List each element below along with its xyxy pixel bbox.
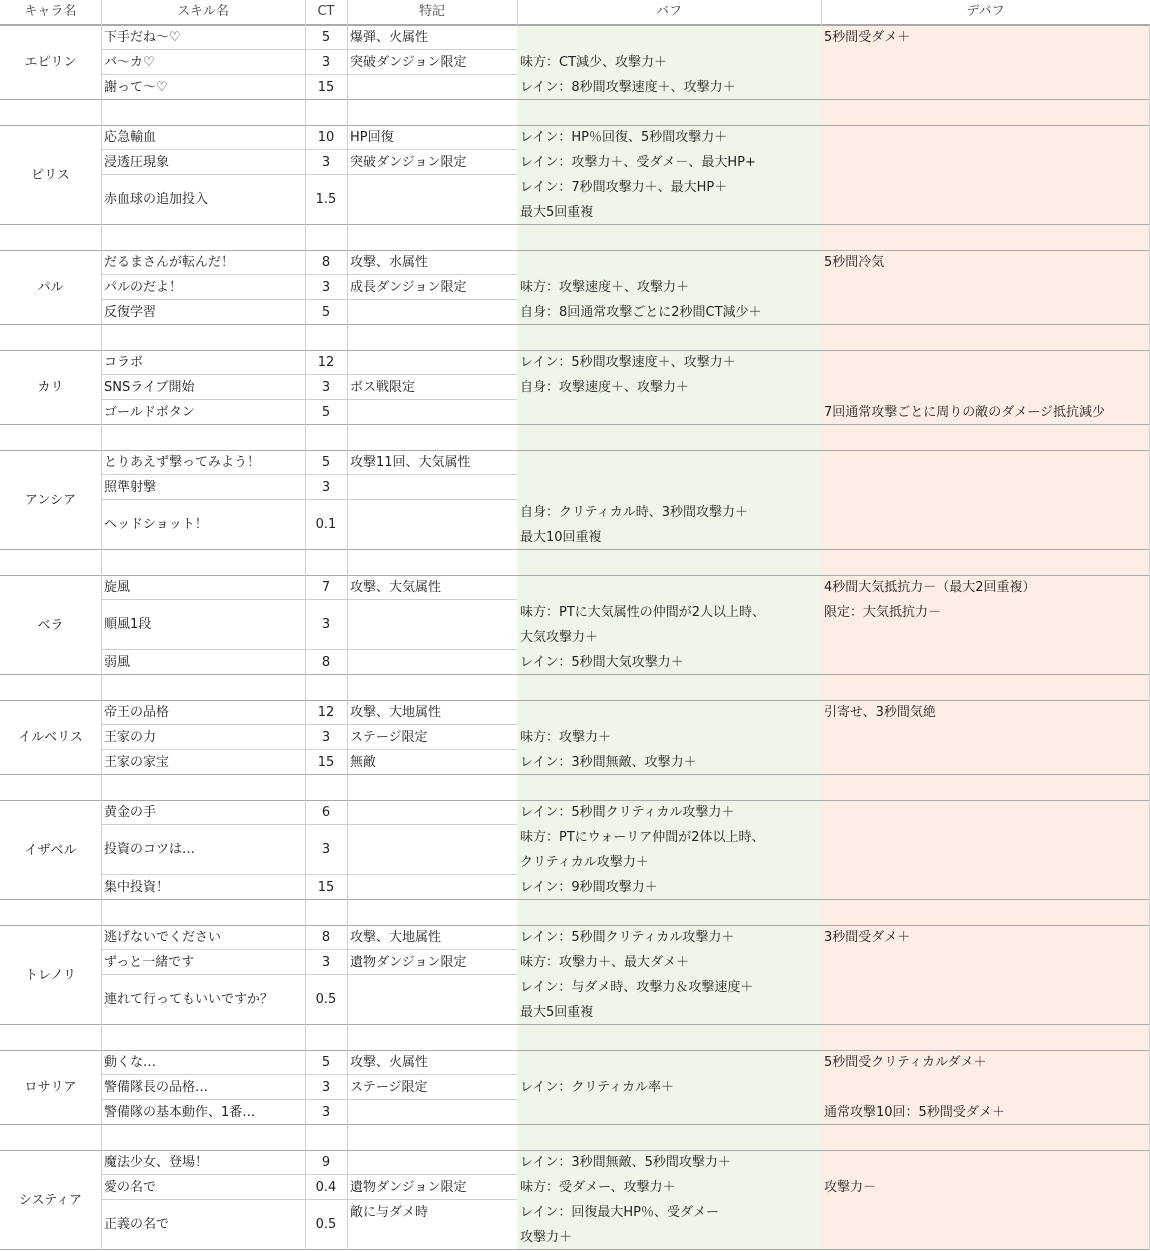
debuff-line (821, 475, 1150, 500)
group-top-rule (0, 1050, 1150, 1051)
col-rule (347, 125, 348, 225)
debuff-line (821, 350, 1150, 375)
group-top-rule (0, 25, 1150, 26)
skill-ct: 1.5 (315, 192, 337, 207)
debuff-bg (821, 775, 1150, 800)
skill-note: 爆弾、火属性 (350, 30, 429, 45)
header-ct: CT (317, 4, 335, 19)
skill-ct: 7 (321, 580, 331, 595)
buff-line: 味方：PTに大気属性の仲間が2人以上時、 (520, 605, 766, 620)
chara-name: カリ (37, 380, 64, 395)
skill-ct: 3 (321, 1105, 331, 1120)
col-rule (305, 575, 306, 675)
skill-ct: 0.5 (315, 992, 337, 1007)
skill-ct: 3 (321, 842, 331, 857)
col-rule (305, 1150, 306, 1250)
skill-ct: 8 (321, 255, 331, 270)
skill-note: 遺物ダンジョン限定 (350, 955, 467, 970)
debuff-line: 引寄せ、3秒間気絶 (824, 705, 936, 720)
skill-name: 王家の力 (104, 730, 157, 745)
skill-note (347, 75, 517, 100)
buff-line: 大気攻撃力＋ (520, 630, 599, 645)
skill-note: 遺物ダンジョン限定 (350, 1180, 467, 1195)
skill-name: パルのだよ！ (104, 280, 183, 295)
skill-name: コラボ (104, 355, 144, 370)
buff-line: レイン：3秒間無敵、5秒間攻撃力＋ (520, 1155, 731, 1170)
col-rule (347, 1050, 348, 1125)
skill-note (347, 875, 517, 900)
col-rule (347, 800, 348, 900)
col-rule (305, 925, 306, 1025)
col-rule (305, 0, 306, 25)
col-rule (347, 925, 348, 1025)
col-rule (305, 675, 306, 700)
buff-line: レイン：5秒間大気攻撃力＋ (520, 655, 684, 670)
skill-ct: 15 (317, 80, 335, 95)
skill-ct: 3 (321, 617, 331, 632)
chara-name: トレノリ (25, 967, 76, 983)
col-rule (347, 350, 348, 425)
header-note: 特記 (418, 4, 445, 19)
skill-name: 反復学習 (104, 305, 157, 320)
col-rule (101, 700, 102, 775)
debuff-line (821, 825, 1150, 850)
group-top-rule (0, 1150, 1150, 1151)
buff-bg (517, 1025, 821, 1050)
skill-ct: 12 (317, 705, 335, 720)
skill-ct: 5 (321, 405, 331, 420)
col-rule (101, 550, 102, 575)
col-rule (305, 350, 306, 425)
col-rule (347, 550, 348, 575)
col-rule (101, 325, 102, 350)
skill-note: ボス戦限定 (350, 380, 416, 395)
buff-line: クリティカル攻撃力＋ (520, 855, 649, 870)
debuff-line (821, 875, 1150, 900)
buff-line (517, 575, 821, 600)
col-rule (101, 25, 102, 100)
debuff-line (821, 50, 1150, 75)
buff-line: レイン：5秒間クリティカル攻撃力＋ (520, 805, 735, 820)
col-rule (101, 800, 102, 900)
debuff-line (821, 1200, 1150, 1225)
skill-ct: 3 (321, 280, 331, 295)
skill-note (347, 975, 517, 1025)
skill-note: 攻撃、水属性 (350, 255, 429, 270)
buff-line (517, 450, 821, 475)
chara-name: イザベル (24, 842, 77, 858)
col-rule (305, 775, 306, 800)
skill-note: ステージ限定 (350, 730, 428, 745)
group-top-rule (0, 350, 1150, 351)
debuff-line (821, 1150, 1150, 1175)
buff-bg (517, 225, 821, 250)
col-rule (347, 425, 348, 450)
skill-name: 警備隊の基本動作、1番… (104, 1105, 256, 1120)
skill-name: 順風1段 (104, 617, 152, 632)
col-rule (305, 325, 306, 350)
skill-name: 連れて行ってもいいですか？ (104, 992, 274, 1007)
debuff-bg (821, 225, 1150, 250)
col-rule (101, 225, 102, 250)
debuff-line (821, 175, 1150, 200)
debuff-line (821, 625, 1150, 650)
col-rule (101, 1025, 102, 1050)
debuff-line: 攻撃力－ (824, 1180, 877, 1195)
col-rule (347, 1125, 348, 1150)
skill-ct: 15 (317, 755, 335, 770)
buff-line: レイン：5秒間攻撃速度＋、攻撃力＋ (520, 355, 736, 370)
skill-ct: 3 (321, 1080, 331, 1095)
buff-bg (517, 100, 821, 125)
debuff-line (821, 75, 1150, 100)
col-rule (305, 225, 306, 250)
debuff-line (821, 1225, 1150, 1250)
skill-ct: 8 (321, 930, 331, 945)
col-rule (305, 550, 306, 575)
col-rule (305, 800, 306, 900)
skill-name: バ～カ♡ (104, 55, 155, 70)
buff-line (517, 250, 821, 275)
col-rule (347, 900, 348, 925)
col-rule (347, 250, 348, 325)
buff-bg (517, 775, 821, 800)
col-rule (101, 1150, 102, 1250)
chara-name: パル (37, 280, 64, 295)
skill-name: ヘッドショット！ (104, 517, 208, 532)
debuff-line (821, 975, 1150, 1000)
col-rule (101, 575, 102, 675)
skill-name: 赤血球の追加投入 (104, 192, 209, 207)
buff-line: レイン：8秒間攻撃速度＋、攻撃力＋ (520, 80, 736, 95)
debuff-bg (821, 550, 1150, 575)
skill-name: だるまさんが転んだ！ (104, 255, 235, 270)
col-rule (347, 1150, 348, 1250)
skill-note: 突破ダンジョン限定 (350, 155, 467, 170)
buff-line (517, 475, 821, 500)
col-rule (101, 100, 102, 125)
header-buff: バフ (655, 4, 682, 19)
skill-note: 突破ダンジョン限定 (350, 55, 467, 70)
skill-name: 集中投資！ (104, 880, 170, 895)
header-chara: キャラ名 (24, 4, 77, 19)
col-rule (101, 675, 102, 700)
debuff-line (821, 725, 1150, 750)
debuff-line (821, 525, 1150, 550)
skill-ct: 5 (321, 455, 331, 470)
debuff-line (821, 750, 1150, 775)
skill-note: ステージ限定 (350, 1080, 428, 1095)
col-rule (821, 0, 822, 25)
col-rule (347, 25, 348, 100)
skill-name: 動くな… (104, 1055, 157, 1070)
skill-ct: 5 (321, 305, 331, 320)
col-rule (101, 0, 102, 25)
skill-name: SNSライブ開始 (104, 380, 195, 395)
col-rule (101, 425, 102, 450)
buff-bg (517, 425, 821, 450)
col-rule (305, 250, 306, 325)
skill-ct: 5 (321, 30, 331, 45)
buff-line: 自身：攻撃速度＋、攻撃力＋ (520, 380, 690, 395)
col-rule (347, 700, 348, 775)
col-rule (305, 900, 306, 925)
skill-name: 魔法少女、登場！ (104, 1155, 209, 1170)
col-rule (305, 100, 306, 125)
skill-note: 攻撃、大地属性 (350, 930, 442, 945)
group-top-rule (0, 450, 1150, 451)
debuff-line: 通常攻撃10回：5秒間受ダメ＋ (824, 1105, 1005, 1120)
buff-line: レイン：7秒間攻撃力＋、最大HP＋ (520, 180, 728, 195)
skill-ct: 3 (321, 380, 331, 395)
skill-ct: 15 (317, 880, 335, 895)
skill-note (347, 500, 517, 550)
col-rule (101, 775, 102, 800)
skill-ct: 0.1 (315, 517, 337, 532)
debuff-line (821, 150, 1150, 175)
skill-name: 謝って～♡ (104, 80, 168, 95)
buff-line: 自身：8回通常攻撃ごとに2秒間CT減少＋ (520, 305, 762, 320)
chara-name: アンシア (24, 492, 77, 508)
skill-note: 攻撃、大地属性 (350, 705, 442, 720)
skill-name: ゴールドボタン (104, 405, 195, 420)
skill-name: 王家の家宝 (104, 755, 170, 770)
col-rule (305, 1050, 306, 1125)
buff-line (517, 700, 821, 725)
col-rule (347, 675, 348, 700)
skill-note: 攻撃、火属性 (350, 1055, 429, 1070)
debuff-bg (821, 100, 1150, 125)
buff-line: 味方：攻撃力＋、最大ダメ＋ (520, 955, 690, 970)
skill-name: 正義の名で (104, 1217, 170, 1232)
skill-ct: 3 (321, 155, 331, 170)
skill-ct: 5 (321, 1055, 331, 1070)
skill-note (347, 1100, 517, 1125)
debuff-line (821, 300, 1150, 325)
buff-bg (517, 1125, 821, 1150)
chara-name: ベラ (37, 617, 64, 633)
buff-line: 味方：攻撃力＋ (520, 730, 612, 745)
debuff-bg (821, 675, 1150, 700)
col-rule (305, 1025, 306, 1050)
col-rule (347, 450, 348, 550)
header-skill: スキル名 (177, 4, 229, 19)
skill-ct: 3 (321, 480, 331, 495)
skill-name: 帝王の品格 (104, 705, 170, 720)
buff-bg (517, 900, 821, 925)
buff-line: 最大10回重複 (520, 530, 602, 545)
col-rule (305, 450, 306, 550)
col-rule (305, 700, 306, 775)
debuff-line (821, 125, 1150, 150)
col-rule (101, 250, 102, 325)
debuff-line: 7回通常攻撃ごとに周りの敵のダメージ抵抗減少 (824, 405, 1106, 420)
col-rule (101, 125, 102, 225)
skill-ct: 10 (317, 130, 335, 145)
skill-note (347, 1150, 517, 1175)
debuff-line (821, 650, 1150, 675)
buff-bg (517, 675, 821, 700)
col-rule (305, 25, 306, 100)
buff-bg (517, 325, 821, 350)
group-top-rule (0, 925, 1150, 926)
skill-ct: 8 (321, 655, 331, 670)
debuff-line: 限定：大気抵抗力－ (824, 605, 942, 620)
chara-name: ピリス (31, 167, 70, 183)
skill-note: 攻撃、大気属性 (350, 580, 442, 595)
col-rule (347, 225, 348, 250)
col-rule (305, 425, 306, 450)
col-rule (101, 1125, 102, 1150)
buff-line: 味方：CT減少、攻撃力＋ (520, 55, 668, 70)
skill-ct: 9 (321, 1155, 331, 1170)
buff-line: 攻撃力＋ (520, 1230, 573, 1245)
col-rule (305, 125, 306, 225)
debuff-line (821, 275, 1150, 300)
chara-name: システィア (18, 1192, 83, 1208)
buff-line: 最大5回重複 (520, 1005, 594, 1020)
buff-line: レイン：9秒間攻撃力＋ (520, 880, 658, 895)
buff-line: レイン：3秒間無敵、攻撃力＋ (520, 755, 697, 770)
skill-ct: 0.4 (315, 1180, 337, 1195)
buff-line (517, 1100, 821, 1125)
skill-name: 旋風 (104, 580, 131, 595)
buff-line: レイン：クリティカル率＋ (520, 1080, 675, 1095)
skill-name: 弱風 (104, 655, 131, 670)
group-top-rule (0, 575, 1150, 576)
skill-ct: 3 (321, 955, 331, 970)
col-rule (347, 100, 348, 125)
skill-note: 無敵 (350, 755, 377, 770)
buff-line: レイン：与ダメ時、攻撃力＆攻撃速度＋ (520, 980, 754, 995)
col-rule (347, 575, 348, 675)
debuff-line (821, 1000, 1150, 1025)
buff-line: レイン：攻撃力＋、受ダメ－、最大HP+ (520, 155, 756, 170)
col-rule (101, 1050, 102, 1125)
skill-note: 成長ダンジョン限定 (350, 280, 467, 295)
skill-note (347, 350, 517, 375)
chara-name: エピリン (24, 55, 77, 70)
col-rule (101, 900, 102, 925)
debuff-line (821, 500, 1150, 525)
debuff-bg (821, 900, 1150, 925)
debuff-bg (821, 1125, 1150, 1150)
debuff-line: 3秒間受ダメ＋ (824, 930, 911, 945)
col-rule (347, 775, 348, 800)
group-top-rule (0, 125, 1150, 126)
group-top-rule (0, 700, 1150, 701)
buff-line (517, 1050, 821, 1075)
debuff-bg (821, 1025, 1150, 1050)
skill-note: HP回復 (350, 130, 394, 145)
buff-line: 味方：攻撃速度＋、攻撃力＋ (520, 280, 690, 295)
header-debuff: デバフ (966, 4, 1005, 19)
skill-ct: 12 (317, 355, 335, 370)
buff-line: レイン：HP％回復、5秒間攻撃力＋ (520, 130, 728, 145)
debuff-line: 5秒間受ダメ＋ (824, 30, 911, 45)
skill-note: 攻撃11回、大気属性 (350, 455, 471, 470)
debuff-line (821, 1075, 1150, 1100)
debuff-line (821, 950, 1150, 975)
buff-line: 味方：PTにウォーリア仲間が2体以上時、 (520, 830, 765, 845)
col-rule (101, 350, 102, 425)
col-rule (347, 1025, 348, 1050)
skill-note (347, 475, 517, 500)
group-top-rule (0, 250, 1150, 251)
skill-name: 投資のコツは… (104, 842, 196, 857)
buff-line: 味方：受ダメー、攻撃力＋ (520, 1180, 676, 1195)
skill-name: 逃げないでください (104, 930, 222, 945)
col-rule (517, 0, 518, 25)
col-rule (101, 925, 102, 1025)
skill-note (347, 800, 517, 825)
skill-name: 下手だね～♡ (104, 30, 181, 45)
buff-line: レイン：5秒間クリティカル攻撃力＋ (520, 930, 735, 945)
skill-note (347, 825, 517, 875)
skill-note (347, 600, 517, 650)
skill-ct: 0.5 (315, 1217, 337, 1232)
skill-ct: 6 (321, 805, 331, 820)
group-bottom-rule (0, 1249, 1150, 1250)
buff-line (517, 400, 821, 425)
skill-name: 愛の名で (104, 1180, 157, 1195)
col-rule (305, 1125, 306, 1150)
skill-name: 黄金の手 (104, 805, 157, 820)
debuff-bg (821, 425, 1150, 450)
buff-line: 最大5回重複 (520, 205, 594, 220)
col-rule (101, 450, 102, 550)
debuff-line (821, 450, 1150, 475)
debuff-line: 4秒間大気抵抗力－（最大2回重複） (824, 580, 1036, 595)
debuff-line (821, 850, 1150, 875)
col-rule (347, 325, 348, 350)
col-rule (347, 0, 348, 25)
skill-name: 応急輸血 (104, 130, 157, 145)
skill-note (347, 300, 517, 325)
chara-name: ロサリア (24, 1080, 77, 1095)
buff-line: レイン：回復最大HP％、受ダメー (520, 1205, 719, 1220)
debuff-line (821, 200, 1150, 225)
skill-name: 浸透圧現象 (104, 155, 170, 170)
skill-ct: 3 (321, 55, 331, 70)
debuff-line (821, 375, 1150, 400)
buff-line: 自身：クリティカル時、3秒間攻撃力＋ (520, 505, 748, 520)
skill-note (347, 650, 517, 675)
debuff-line: 5秒間受クリティカルダメ＋ (824, 1055, 987, 1070)
buff-line (517, 25, 821, 50)
skill-name: ずっと一緒です (104, 955, 195, 970)
debuff-line: 5秒間冷気 (824, 255, 885, 270)
skill-note (347, 400, 517, 425)
skill-name: 照準射撃 (104, 480, 157, 495)
skill-note: 敵に与ダメ時 (350, 1205, 429, 1220)
skill-name: 警備隊長の品格… (104, 1080, 209, 1095)
debuff-line (821, 800, 1150, 825)
skill-note (347, 175, 517, 225)
group-top-rule (0, 800, 1150, 801)
chara-name: イルベリス (18, 730, 83, 745)
skill-name: とりあえず撃ってみよう！ (104, 455, 261, 470)
buff-bg (517, 550, 821, 575)
skill-ct: 3 (321, 730, 331, 745)
debuff-bg (821, 325, 1150, 350)
